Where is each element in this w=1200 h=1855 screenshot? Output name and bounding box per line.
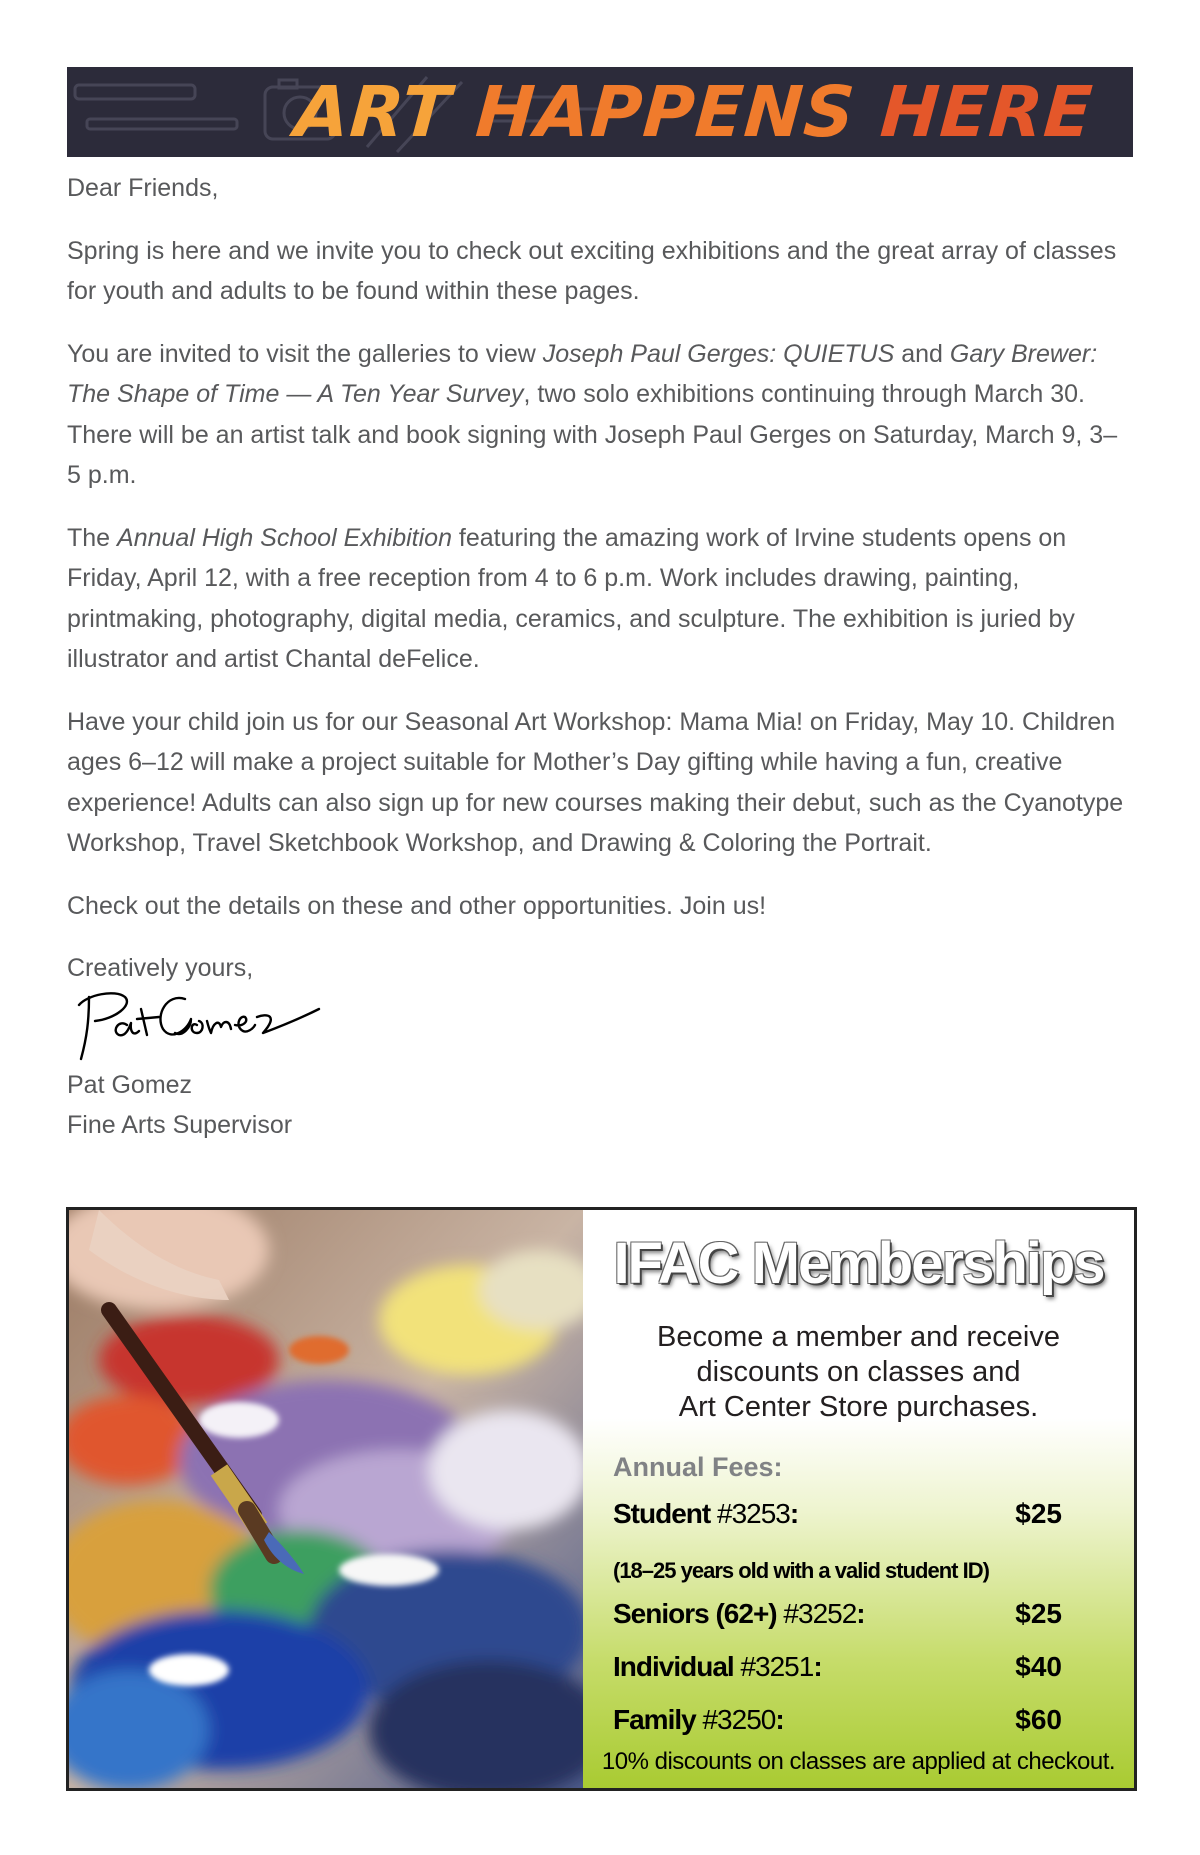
paragraph-call-to-action: Check out the details on these and other opportunities. Join us! xyxy=(67,891,767,920)
letter-body xyxy=(67,168,1127,1146)
paragraph-high-school: The Annual High School Exhibition featuring the amazing work of Irvine students opens on Friday, April 12, with a free reception from 4 to 6 p.m. Work includes drawing, painting, printmaking, photography, digital media, ceramics, and sculpture. The exhibition is juried by illustrator and artist Chantal deFelice. xyxy=(67,523,1075,673)
annual-fees-label: Annual Fees: xyxy=(613,1452,783,1482)
membership-box xyxy=(66,1207,1137,1791)
fee-row-family: Family #3250: $60 xyxy=(613,1704,1062,1735)
greeting: Dear Friends, xyxy=(67,174,219,202)
banner-title: ART HAPPENS HERE xyxy=(292,71,1096,153)
paragraph-intro: Spring is here and we invite you to check out exciting exhibitions and the great array of classes for youth and adults to be found within these pages. xyxy=(67,236,1117,305)
paragraph-galleries: You are invited to visit the galleries to view Joseph Paul Gerges: QUIETUS and Gary Brewer: The Shape of Time — A Ten Year Survey, two solo exhibitions continuing through March 30. There will be an artist talk and book signing with Joseph Paul Gerges on Saturday, March 9, 3–5 p.m. xyxy=(67,339,1118,489)
fee-row-individual: Individual #3251: $40 xyxy=(613,1651,1062,1682)
signer-role: Fine Arts Supervisor xyxy=(67,1111,293,1139)
fee-row-student: Student #3253: $25 xyxy=(613,1498,1062,1529)
membership-title: IFAC Memberships xyxy=(613,1231,1104,1296)
fee-row-seniors: Seniors (62+) #3252: $25 xyxy=(613,1598,1062,1629)
paragraph-workshops: Have your child join us for our Seasonal Art Workshop: Mama Mia! on Friday, May 10. Children ages 6–12 will make a project suitable for Mother’s Day gifting while having a fun, creative experience! Adults can also sign up for new courses making their debut, such as the Cyanotype Workshop, Travel Sketchbook Workshop, and Drawing & Coloring the Portrait. xyxy=(67,707,1124,857)
header-banner xyxy=(67,67,1133,157)
discount-note: 10% discounts on classes are applied at checkout. xyxy=(601,1748,1116,1775)
student-eligibility-note: (18–25 years old with a valid student ID) xyxy=(613,1558,989,1583)
membership-panel xyxy=(583,1210,1134,1788)
closing: Creatively yours, xyxy=(67,954,254,982)
paint-palette-photo xyxy=(69,1210,583,1788)
signer-name: Pat Gomez xyxy=(67,1070,193,1099)
membership-description: Become a member and receive discounts on classes and Art Center Store purchases. xyxy=(657,1321,1060,1423)
